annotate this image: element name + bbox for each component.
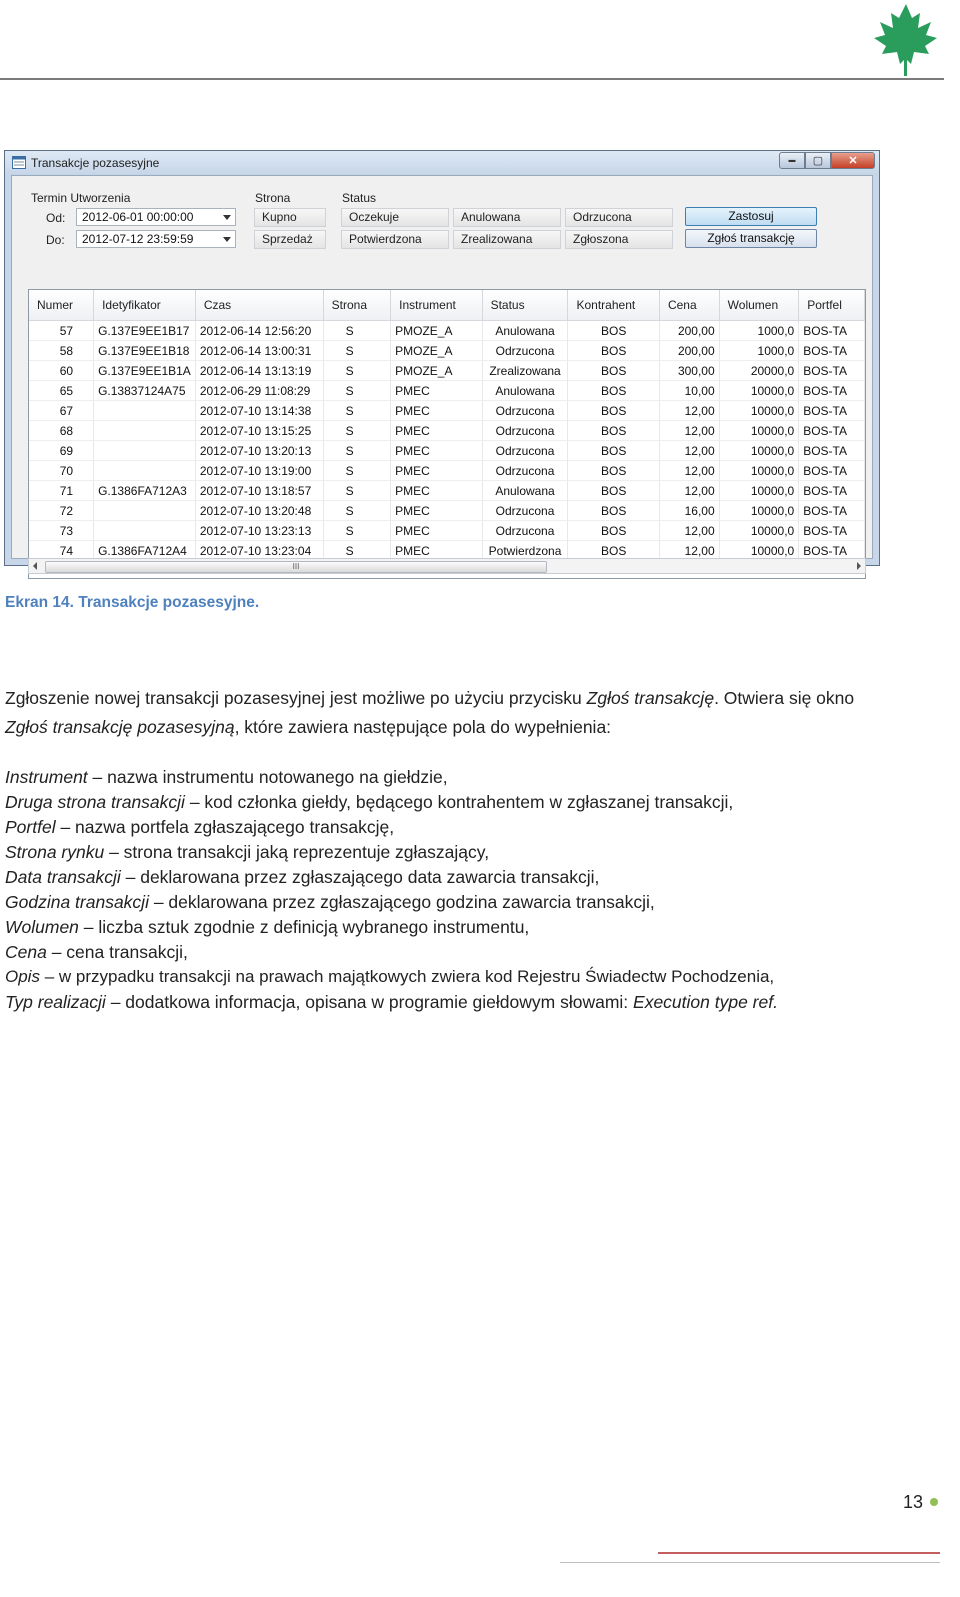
field-def-strona-rynku bbox=[5, 842, 489, 863]
intro-text-2b: , które zawiera następujące pola do wypełnienia: bbox=[234, 717, 612, 737]
field-term: Instrument bbox=[5, 767, 88, 787]
footer-rule-red bbox=[658, 1552, 940, 1554]
strona-toggle-sprzedaz[interactable]: Sprzedaż bbox=[254, 230, 326, 249]
table-cell: S bbox=[323, 501, 391, 521]
intro-line-2 bbox=[5, 717, 611, 738]
field-def-opis bbox=[5, 967, 774, 987]
field-term: Typ realizacji bbox=[5, 992, 106, 1012]
column-header[interactable]: Numer bbox=[29, 290, 94, 321]
intro-text-2a: Zgłoś transakcję pozasesyjną bbox=[5, 717, 235, 737]
table-cell: 200,00 bbox=[659, 321, 719, 341]
table-cell: Anulowana bbox=[482, 481, 568, 501]
table-cell: 68 bbox=[29, 421, 94, 441]
table-cell: PMEC bbox=[391, 401, 482, 421]
table-cell: S bbox=[323, 461, 391, 481]
field-desc: – kod członka giełdy, będącego kontrahentem w zgłaszanej transakcji, bbox=[184, 792, 734, 812]
field-term: Cena bbox=[5, 942, 47, 962]
table-cell: 10000,0 bbox=[719, 541, 799, 561]
table-cell: 71 bbox=[29, 481, 94, 501]
table-cell: 16,00 bbox=[659, 501, 719, 521]
table-cell: 12,00 bbox=[659, 421, 719, 441]
strona-group-label: Strona bbox=[255, 191, 291, 205]
do-dropdown-arrow-icon[interactable] bbox=[223, 237, 231, 242]
table-row[interactable] bbox=[29, 441, 865, 461]
table-cell: BOS-TA bbox=[799, 421, 865, 441]
table-cell: BOS-TA bbox=[799, 521, 865, 541]
table-cell: BOS-TA bbox=[799, 401, 865, 421]
status-toggle-odrzucona[interactable]: Odrzucona bbox=[565, 208, 673, 227]
table-cell: 12,00 bbox=[659, 521, 719, 541]
table-cell: 2012-07-10 13:20:13 bbox=[195, 441, 323, 461]
column-header[interactable]: Cena bbox=[659, 290, 719, 321]
table-cell: S bbox=[323, 321, 391, 341]
table-cell: PMEC bbox=[391, 521, 482, 541]
table-cell: Zrealizowana bbox=[482, 361, 568, 381]
table-cell: PMEC bbox=[391, 481, 482, 501]
table-cell: PMEC bbox=[391, 381, 482, 401]
table-cell: 20000,0 bbox=[719, 361, 799, 381]
table-cell: 2012-06-14 13:00:31 bbox=[195, 341, 323, 361]
table-cell: 12,00 bbox=[659, 541, 719, 561]
field-desc: – deklarowana przez zgłaszającego data zawarcia transakcji, bbox=[120, 867, 600, 887]
table-cell: PMOZE_A bbox=[391, 321, 482, 341]
table-cell: S bbox=[323, 381, 391, 401]
table-cell: S bbox=[323, 341, 391, 361]
table-cell: 2012-07-10 13:20:48 bbox=[195, 501, 323, 521]
table-cell: S bbox=[323, 441, 391, 461]
field-def-instrument bbox=[5, 767, 448, 788]
minimize-button[interactable] bbox=[779, 152, 805, 169]
table-cell: 12,00 bbox=[659, 481, 719, 501]
table-cell: BOS-TA bbox=[799, 501, 865, 521]
table-cell: G.137E9EE1B1A bbox=[94, 361, 196, 381]
table-cell: 200,00 bbox=[659, 341, 719, 361]
intro-text-1a: Zgłoszenie nowej transakcji pozasesyjnej jest możliwe po użyciu przycisku bbox=[5, 688, 587, 708]
status-toggle-zrealizowana[interactable]: Zrealizowana bbox=[453, 230, 561, 249]
table-cell bbox=[94, 501, 196, 521]
table-cell: S bbox=[323, 521, 391, 541]
scroll-right-arrow-icon[interactable] bbox=[857, 562, 861, 570]
table-cell: G.13837124A75 bbox=[94, 381, 196, 401]
intro-text-1c: . Otwiera się okno bbox=[714, 688, 855, 708]
table-cell: 1000,0 bbox=[719, 321, 799, 341]
table-cell: BOS bbox=[568, 361, 659, 381]
table-row[interactable] bbox=[29, 521, 865, 541]
column-header[interactable]: Idetyfikator bbox=[94, 290, 196, 321]
table-cell: PMOZE_A bbox=[391, 341, 482, 361]
field-term: Opis bbox=[5, 967, 40, 986]
table-cell: Odrzucona bbox=[482, 401, 568, 421]
table-cell: BOS bbox=[568, 481, 659, 501]
scroll-thumb[interactable]: III bbox=[45, 561, 547, 573]
field-def-druga-strona bbox=[5, 792, 733, 813]
table-cell: S bbox=[323, 541, 391, 561]
field-desc: – nazwa portfela zgłaszającego transakcję, bbox=[55, 817, 395, 837]
table-cell: 70 bbox=[29, 461, 94, 481]
intro-text-1b: Zgłoś transakcję bbox=[586, 688, 715, 708]
table-cell: 69 bbox=[29, 441, 94, 461]
field-term: Strona rynku bbox=[5, 842, 105, 862]
table-cell: S bbox=[323, 421, 391, 441]
table-cell: BOS bbox=[568, 541, 659, 561]
table-cell: 10000,0 bbox=[719, 481, 799, 501]
table-cell: 2012-07-10 13:23:13 bbox=[195, 521, 323, 541]
table-cell: S bbox=[323, 361, 391, 381]
status-group-label: Status bbox=[342, 191, 377, 205]
table-cell: 300,00 bbox=[659, 361, 719, 381]
strona-toggle-kupno[interactable]: Kupno bbox=[254, 208, 326, 227]
table-cell: 10000,0 bbox=[719, 381, 799, 401]
status-toggle-potwierdzona[interactable]: Potwierdzona bbox=[341, 230, 449, 249]
scroll-left-arrow-icon[interactable] bbox=[33, 562, 37, 570]
column-header[interactable]: Strona bbox=[323, 290, 391, 321]
status-toggle-oczekuje[interactable]: Oczekuje bbox=[341, 208, 449, 227]
field-desc: – liczba sztuk zgodnie z definicją wybranego instrumentu, bbox=[78, 917, 530, 937]
table-cell: 58 bbox=[29, 341, 94, 361]
field-desc: – nazwa instrumentu notowanego na giełdzie, bbox=[87, 767, 448, 787]
table-cell: Odrzucona bbox=[482, 461, 568, 481]
table-cell: 2012-07-10 13:15:25 bbox=[195, 421, 323, 441]
transactions-window bbox=[4, 150, 880, 571]
table-cell: 65 bbox=[29, 381, 94, 401]
table-cell: G.137E9EE1B17 bbox=[94, 321, 196, 341]
field-def-cena bbox=[5, 942, 188, 963]
footer-rule-gray bbox=[560, 1562, 940, 1563]
table-cell: 12,00 bbox=[659, 461, 719, 481]
window-title: Transakcje pozasesyjne bbox=[31, 156, 160, 170]
table-cell: BOS bbox=[568, 341, 659, 361]
window-titlebar[interactable] bbox=[5, 151, 879, 175]
field-term: Wolumen bbox=[5, 917, 79, 937]
field-desc: – strona transakcji jaką reprezentuje zgłaszający, bbox=[104, 842, 490, 862]
table-cell: BOS bbox=[568, 501, 659, 521]
table-cell: 2012-07-10 13:23:04 bbox=[195, 541, 323, 561]
od-date-field[interactable] bbox=[76, 208, 236, 226]
field-def-godzina bbox=[5, 892, 655, 913]
table-cell: BOS bbox=[568, 441, 659, 461]
table-cell: Odrzucona bbox=[482, 441, 568, 461]
field-term: Godzina transakcji bbox=[5, 892, 149, 912]
table-cell: 72 bbox=[29, 501, 94, 521]
figure-caption: Ekran 14. Transakcje pozasesyjne. bbox=[5, 594, 260, 611]
table-row[interactable] bbox=[29, 461, 865, 481]
table-cell: G.137E9EE1B18 bbox=[94, 341, 196, 361]
window-app-icon bbox=[12, 156, 26, 169]
column-header[interactable]: Status bbox=[482, 290, 568, 321]
table-row[interactable] bbox=[29, 481, 865, 501]
table-cell: BOS bbox=[568, 381, 659, 401]
table-cell: BOS bbox=[568, 461, 659, 481]
table-cell: 2012-07-10 13:18:57 bbox=[195, 481, 323, 501]
table-cell: 73 bbox=[29, 521, 94, 541]
od-label: Od: bbox=[46, 211, 66, 225]
table-cell: 60 bbox=[29, 361, 94, 381]
do-label: Do: bbox=[46, 233, 65, 247]
table-cell: 74 bbox=[29, 541, 94, 561]
table-cell: BOS-TA bbox=[799, 461, 865, 481]
table-cell: 2012-06-14 13:13:19 bbox=[195, 361, 323, 381]
field-term: Druga strona transakcji bbox=[5, 792, 185, 812]
table-cell: S bbox=[323, 401, 391, 421]
do-date-value: 2012-07-12 23:59:59 bbox=[82, 232, 194, 246]
transactions-table-body bbox=[29, 290, 865, 561]
table-cell: 1000,0 bbox=[719, 341, 799, 361]
table-cell: PMEC bbox=[391, 421, 482, 441]
field-desc: – cena transakcji, bbox=[46, 942, 188, 962]
table-cell: Odrzucona bbox=[482, 341, 568, 361]
table-cell: 12,00 bbox=[659, 441, 719, 461]
table-row[interactable] bbox=[29, 361, 865, 381]
close-icon: ✕ bbox=[848, 155, 858, 167]
table-cell: G.1386FA712A3 bbox=[94, 481, 196, 501]
table-cell: Anulowana bbox=[482, 321, 568, 341]
table-cell: PMOZE_A bbox=[391, 361, 482, 381]
field-desc: – dodatkowa informacja, opisana w programie giełdowym słowami: bbox=[105, 992, 634, 1012]
table-cell: PMEC bbox=[391, 541, 482, 561]
field-def-data bbox=[5, 867, 599, 888]
table-cell: BOS-TA bbox=[799, 341, 865, 361]
maple-leaf-logo-icon bbox=[873, 2, 939, 76]
table-cell: BOS-TA bbox=[799, 541, 865, 561]
table-cell bbox=[94, 401, 196, 421]
table-cell: Odrzucona bbox=[482, 521, 568, 541]
od-date-value: 2012-06-01 00:00:00 bbox=[82, 210, 194, 224]
table-row[interactable] bbox=[29, 401, 865, 421]
column-header[interactable]: Czas bbox=[195, 290, 323, 321]
status-toggle-anulowana[interactable]: Anulowana bbox=[453, 208, 561, 227]
table-cell: S bbox=[323, 481, 391, 501]
table-cell: BOS-TA bbox=[799, 441, 865, 461]
table-cell: Potwierdzona bbox=[482, 541, 568, 561]
do-date-field[interactable] bbox=[76, 230, 236, 248]
table-cell: Odrzucona bbox=[482, 501, 568, 521]
table-cell: Anulowana bbox=[482, 381, 568, 401]
table-cell: G.1386FA712A4 bbox=[94, 541, 196, 561]
table-cell bbox=[94, 521, 196, 541]
table-row[interactable] bbox=[29, 501, 865, 521]
field-def-wolumen bbox=[5, 917, 529, 938]
table-row[interactable] bbox=[29, 381, 865, 401]
table-cell: BOS bbox=[568, 521, 659, 541]
apply-button[interactable]: Zastosuj bbox=[685, 207, 817, 226]
table-row[interactable] bbox=[29, 341, 865, 361]
window-caption-buttons bbox=[779, 152, 875, 170]
table-cell: 10000,0 bbox=[719, 441, 799, 461]
table-cell: BOS-TA bbox=[799, 381, 865, 401]
page-number: 13 bbox=[903, 1492, 924, 1512]
table-cell: 10000,0 bbox=[719, 501, 799, 521]
field-def-portfel bbox=[5, 817, 394, 838]
table-cell bbox=[94, 461, 196, 481]
table-cell: 10000,0 bbox=[719, 461, 799, 481]
transactions-table bbox=[28, 289, 866, 579]
table-cell: BOS-TA bbox=[799, 481, 865, 501]
table-cell: 2012-07-10 13:19:00 bbox=[195, 461, 323, 481]
termin-group-label: Termin Utworzenia bbox=[31, 191, 131, 205]
field-desc: – w przypadku transakcji na prawach majątkowych zwiera kod Rejestru Świadectw Pochodzenia, bbox=[39, 967, 775, 986]
status-toggle-zgloszona[interactable]: Zgłoszona bbox=[565, 230, 673, 249]
table-cell: Odrzucona bbox=[482, 421, 568, 441]
table-cell bbox=[94, 441, 196, 461]
maximize-button[interactable] bbox=[805, 152, 831, 169]
close-button[interactable] bbox=[831, 152, 875, 169]
field-term: Data transakcji bbox=[5, 867, 121, 887]
table-cell: 2012-06-29 11:08:29 bbox=[195, 381, 323, 401]
table-cell: BOS bbox=[568, 421, 659, 441]
field-def-typ-realizacji bbox=[5, 992, 778, 1013]
column-header[interactable]: Wolumen bbox=[719, 290, 799, 321]
window-client-area bbox=[11, 175, 873, 571]
table-cell: 10000,0 bbox=[719, 521, 799, 541]
column-header[interactable]: Instrument bbox=[391, 290, 482, 321]
table-cell: BOS-TA bbox=[799, 321, 865, 341]
table-cell: 67 bbox=[29, 401, 94, 421]
table-cell: 10000,0 bbox=[719, 421, 799, 441]
table-cell: 57 bbox=[29, 321, 94, 341]
page-number-dot bbox=[930, 1498, 938, 1506]
table-cell: 2012-06-14 12:56:20 bbox=[195, 321, 323, 341]
field-desc-tail: Execution type ref. bbox=[633, 992, 778, 1012]
od-dropdown-arrow-icon[interactable] bbox=[223, 215, 231, 220]
column-header[interactable]: Portfel bbox=[799, 290, 865, 321]
table-row[interactable] bbox=[29, 321, 865, 341]
table-cell: BOS bbox=[568, 321, 659, 341]
table-cell: 12,00 bbox=[659, 401, 719, 421]
table-cell: BOS bbox=[568, 401, 659, 421]
header-rule bbox=[0, 78, 944, 80]
field-term: Portfel bbox=[5, 817, 56, 837]
table-cell bbox=[94, 421, 196, 441]
field-desc: – deklarowana przez zgłaszającego godzina zawarcia transakcji, bbox=[148, 892, 655, 912]
table-row[interactable] bbox=[29, 421, 865, 441]
horizontal-scrollbar[interactable] bbox=[28, 558, 866, 574]
table-cell: PMEC bbox=[391, 441, 482, 461]
report-transaction-button[interactable]: Zgłoś transakcję bbox=[685, 229, 817, 248]
table-cell: 10,00 bbox=[659, 381, 719, 401]
table-cell: 10000,0 bbox=[719, 401, 799, 421]
intro-line-1 bbox=[5, 688, 854, 709]
column-header[interactable]: Kontrahent bbox=[568, 290, 659, 321]
table-cell: PMEC bbox=[391, 461, 482, 481]
maximize-icon: ▢ bbox=[812, 155, 824, 167]
table-cell: BOS-TA bbox=[799, 361, 865, 381]
minimize-icon: ▬ bbox=[788, 157, 796, 164]
table-cell: 2012-07-10 13:14:38 bbox=[195, 401, 323, 421]
table-cell: PMEC bbox=[391, 501, 482, 521]
